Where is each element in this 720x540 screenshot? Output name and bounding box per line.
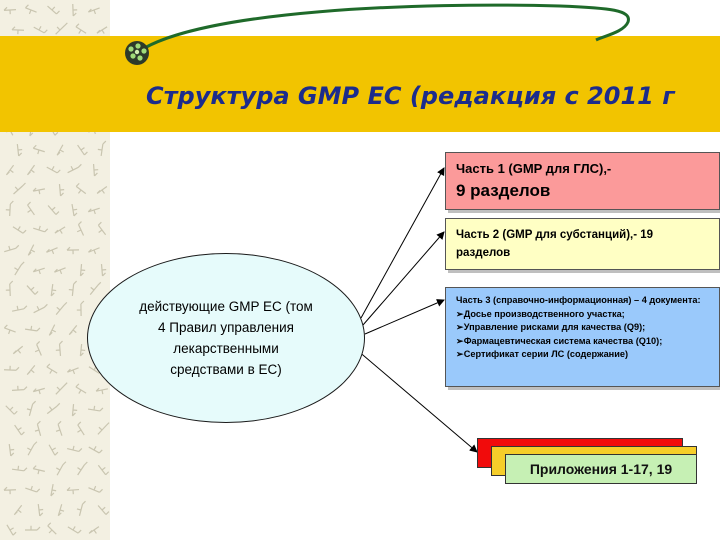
page-title: Структура GMP ЕС (редакция с 2011 г [146,82,675,110]
part3-box [445,287,720,387]
arrow-bullet-icon: ➢ [456,322,464,332]
part1-box [445,152,720,210]
part3-item: ➢Досье производственного участка; [456,308,625,319]
part2-text: Часть 2 (GMP для субстанций),- 19 разделов [456,229,654,259]
ellipse-text: действующие GMP ЕС (том 4 Правил управления лекарственными средствами в ЕС) [139,299,313,377]
arrow-bullet-icon: ➢ [456,349,464,359]
part3-title: Часть 3 (справочно-информационная) – 4 документа: [456,295,701,305]
arrow-to-part3 [365,300,444,334]
part1-sections: 9 разделов [456,181,551,200]
arrow-to-part2 [363,232,444,325]
part3-item: ➢Управление рисками для качества (Q9); [456,322,646,332]
arrow-to-part1 [361,168,444,318]
annexes-box [505,454,697,484]
part3-item: ➢Сертификат серии ЛС (содержание) [456,349,629,359]
arrow-bullet-icon: ➢ [456,308,464,319]
part1-title: Часть 1 (GMP для ГЛС),- [456,161,612,176]
part2-box [445,218,720,270]
source-ellipse [87,253,365,423]
part3-item: ➢Фармацевтическая система качества (Q10); [456,335,663,346]
annexes-label: Приложения 1-17, 19 [529,461,673,477]
arrow-bullet-icon: ➢ [456,335,464,346]
